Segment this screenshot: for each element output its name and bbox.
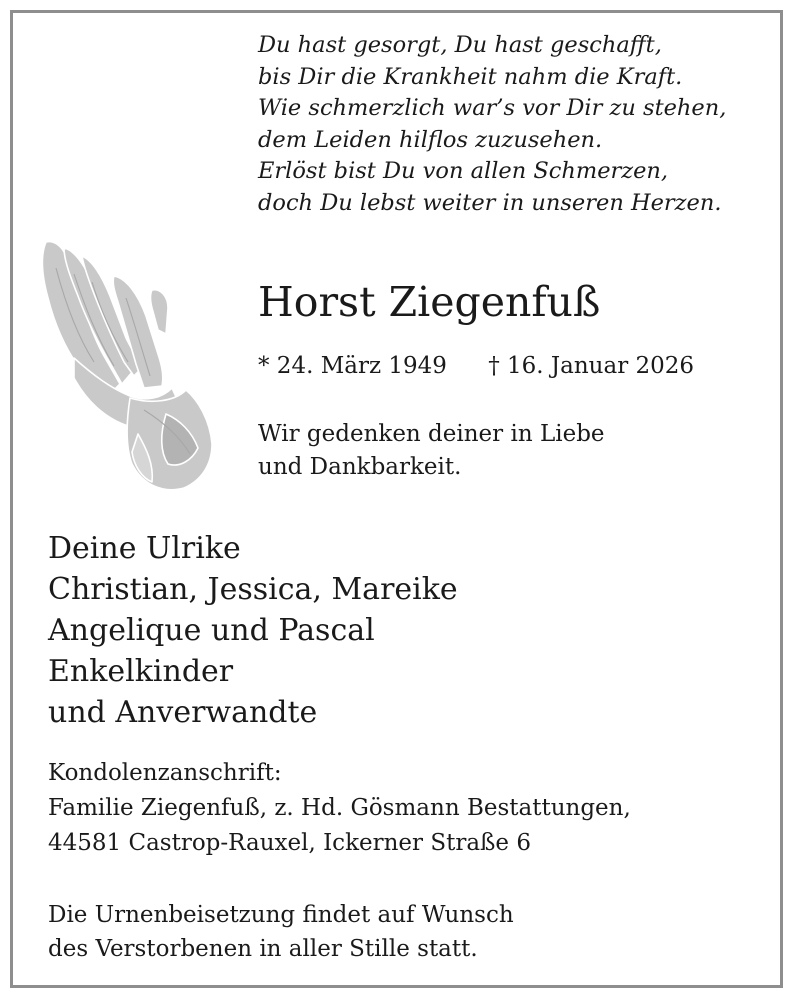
memorial-line: und Dankbarkeit. (258, 454, 462, 480)
mourner-line: Enkelkinder (48, 654, 234, 689)
mourners-list (48, 528, 458, 733)
burial-notice (48, 898, 514, 966)
praying-hands-icon (34, 238, 214, 493)
deceased-name: Horst Ziegenfuß (258, 278, 601, 326)
birth-date: * 24. März 1949 (258, 353, 447, 379)
notice-line: des Verstorbenen in aller Stille statt. (48, 936, 478, 962)
poem-line: doch Du lebst weiter in unseren Herzen. (258, 189, 722, 216)
poem-line: dem Leiden hilflos zuzusehen. (258, 126, 603, 153)
condolence-address (48, 756, 631, 861)
memorial-line: Wir gedenken deiner in Liebe (258, 421, 605, 447)
poem (258, 30, 726, 219)
poem-line: bis Dir die Krankheit nahm die Kraft. (258, 63, 683, 90)
mourner-line: und Anverwandte (48, 695, 318, 730)
mourner-line: Christian, Jessica, Mareike (48, 572, 458, 607)
mourner-line: Deine Ulrike (48, 531, 241, 566)
memorial-text (258, 418, 605, 484)
condolence-line: 44581 Castrop-Rauxel, Ickerner Straße 6 (48, 830, 531, 856)
death-date: † 16. Januar 2026 (488, 353, 695, 379)
mourner-line: Angelique und Pascal (48, 613, 375, 648)
condolence-heading: Kondolenzanschrift: (48, 760, 282, 786)
poem-line: Du hast gesorgt, Du hast geschafft, (258, 32, 662, 58)
notice-line: Die Urnenbeisetzung findet auf Wunsch (48, 902, 514, 928)
condolence-line: Familie Ziegenfuß, z. Hd. Gösmann Bestattungen, (48, 795, 631, 821)
poem-line: Erlöst bist Du von allen Schmerzen, (258, 158, 669, 184)
life-dates (258, 350, 694, 382)
poem-line: Wie schmerzlich war’s vor Dir zu stehen, (258, 95, 727, 121)
